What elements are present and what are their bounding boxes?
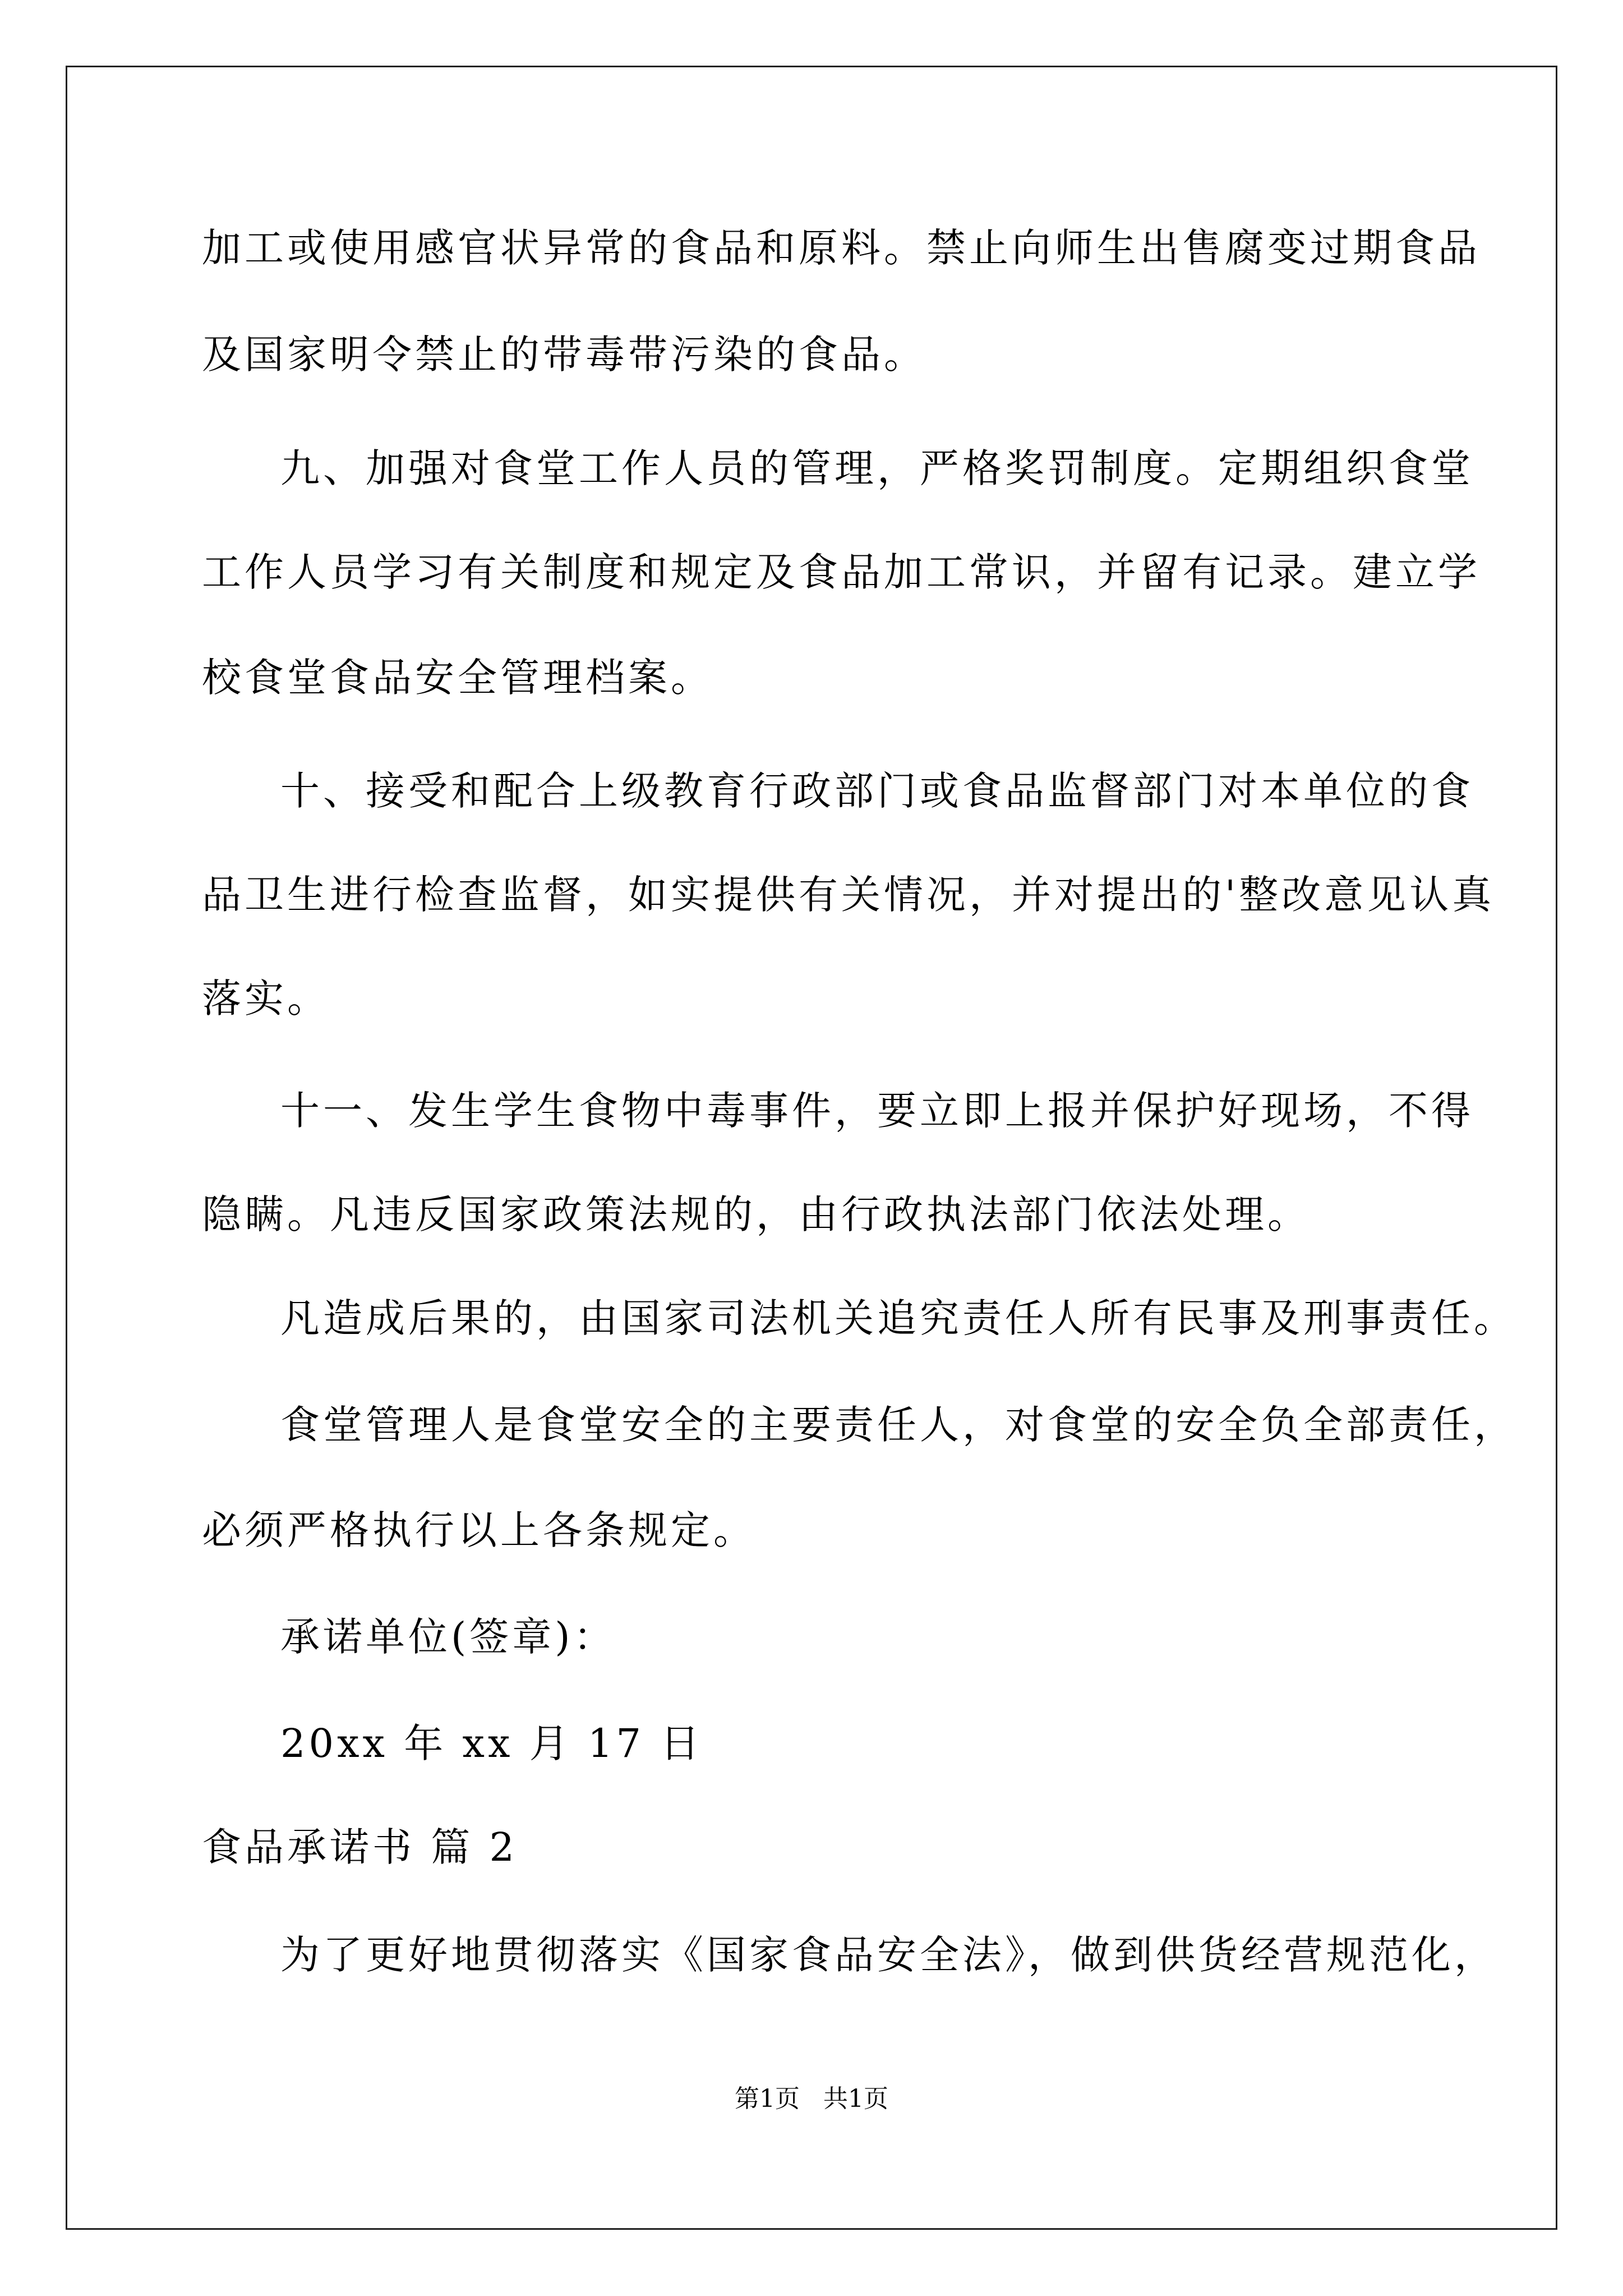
date-line: 20xx 年 xx 月 17 日 [280, 1720, 703, 1766]
body-line-17: 为了更好地贯彻落实《国家食品安全法》，做到供货经营规范化， [280, 1932, 1497, 1978]
body-line-2: 及国家明令禁止的带毒带污染的食品。 [202, 332, 926, 378]
section-heading: 食品承诺书 篇 2 [202, 1824, 518, 1870]
body-line-8: 落实。 [202, 976, 330, 1022]
page-footer: 第1页 共1页 [735, 2085, 888, 2113]
body-line-5: 校食堂食品安全管理档案。 [202, 655, 713, 701]
page-border [66, 66, 1557, 2230]
body-line-6: 十、接受和配合上级教育行政部门或食品监督部门对本单位的食 [280, 768, 1474, 814]
body-line-12: 食堂管理人是食堂安全的主要责任人，对食堂的安全负全部责任， [280, 1402, 1516, 1448]
body-line-9: 十一、发生学生食物中毒事件，要立即上报并保护好现场，不得 [280, 1088, 1474, 1134]
body-line-10: 隐瞒。凡违反国家政策法规的，由行政执法部门依法处理。 [202, 1191, 1310, 1237]
signature-label: 承诺单位(签章)： [280, 1614, 616, 1660]
body-line-1: 加工或使用感官状异常的食品和原料。禁止向师生出售腐变过期食品 [202, 225, 1481, 271]
body-line-13: 必须严格执行以上各条规定。 [202, 1507, 756, 1553]
body-line-4: 工作人员学习有关制度和规定及食品加工常识，并留有记录。建立学 [202, 549, 1481, 595]
body-line-11: 凡造成后果的，由国家司法机关追究责任人所有民事及刑事责任。 [280, 1295, 1516, 1341]
body-line-7: 品卫生进行检查监督，如实提供有关情况，并对提出的'整改意见认真 [202, 872, 1495, 918]
body-line-3: 九、加强对食堂工作人员的管理，严格奖罚制度。定期组织食堂 [280, 445, 1474, 491]
